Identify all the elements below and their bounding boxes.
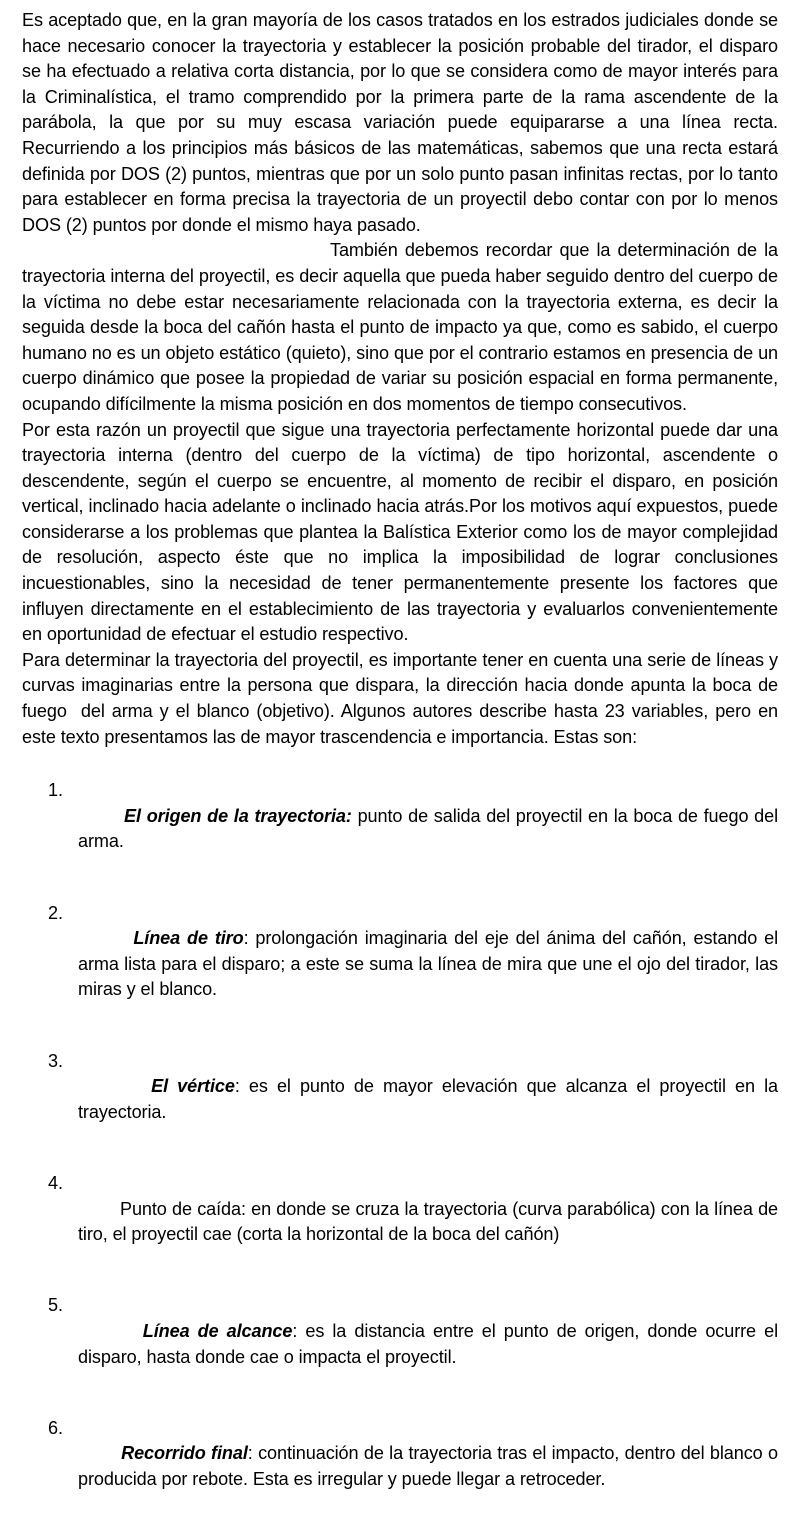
- document-body: [22, 8, 783, 1518]
- paragraph-3: Por esta razón un proyectil que sigue una trayectoria perfectamente horizontal puede dar una trayectoria interna (dentro del cuerpo de la víctima) de tipo horizontal, ascendente o descendente, según el cuerpo se encuentre, al momento de recibir el disparo, en posición vertical, inclinado hacia adelante o inclinado hacia atrás.Por los motivos aquí expuestos, puede considerarse a los problemas que plantea la Balística Exterior como los de mayor complejidad de resolución, aspecto éste que no implica la imposibilidad de lograr conclusiones incuestionables, sino la necesidad de tener permanentemente presente los factores que influyen directamente en el establecimiento de las trayectoria y evaluarlos convenientemente en oportunidad de efectuar el estudio respectivo.: [22, 419, 783, 645]
- list-item-number: 6.: [48, 1417, 63, 1438]
- list-item-number: 5.: [48, 1295, 63, 1316]
- list-item-description: Punto de caída: en donde se cruza la trayectoria (curva parabólica) con la línea de tiro, el proyectil cae (corta la horizontal de la boca del cañón): [78, 1198, 783, 1245]
- list-item-term: Línea de alcance: [142, 1320, 293, 1341]
- list-item: [22, 1049, 783, 1151]
- list-item-term: El origen de la trayectoria:: [124, 805, 352, 826]
- list-item-description: punto de salida del proyectil en la boca de fuego del arma.: [78, 805, 783, 852]
- list-item-number: 4.: [48, 1172, 63, 1193]
- list-item: [22, 778, 783, 880]
- list-item-number: 3.: [48, 1050, 63, 1071]
- list-item-description: : continuación de la trayectoria tras el impacto, dentro del blanco o producida por rebote. Esta es irregular y puede llegar a retroceder.: [78, 1443, 783, 1489]
- list-item: [22, 901, 783, 1029]
- trajectory-terms-list: [22, 778, 783, 1518]
- list-item-term: Recorrido final: [121, 1443, 248, 1464]
- list-item: [22, 1171, 783, 1273]
- list-item-description: : prolongación imaginaria del eje del ánima del cañón, estando el arma lista para el disparo; a este se suma la línea de mira que une el ojo del tirador, las miras y el blanco.: [78, 928, 783, 1000]
- list-item-number: 2.: [48, 902, 63, 923]
- list-item-description: : es el punto de mayor elevación que alcanza el proyectil en la trayectoria.: [78, 1076, 783, 1122]
- paragraph-1: Es aceptado que, en la gran mayoría de los casos tratados en los estrados judiciales donde se hace necesario conocer la trayectoria y establecer la posición probable del tirador, el disparo se ha efectuado a relativa corta distancia, por lo que se considera como de mayor interés para la Criminalística, el tramo comprendido por la primera parte de la rama ascendente de la parábola, la que por su muy escasa variación puede equipararse a una línea recta. Recurriendo a los principios más básicos de las matemáticas, sabemos que una recta estará definida por DOS (2) puntos, mientras que por un solo punto pasan infinitas rectas, por lo tanto para establecer en forma precisa la trayectoria de un proyectil debo contar con por lo menos DOS (2) puntos por donde el mismo haya pasado.: [22, 10, 783, 235]
- list-item-number: 1.: [48, 780, 63, 801]
- list-item-term: Línea de tiro: [133, 928, 244, 949]
- list-item-description: : es la distancia entre el punto de origen, donde ocurre el disparo, hasta donde cae o impacta el proyectil.: [78, 1320, 783, 1367]
- paragraph-2: También debemos recordar que la determinación de la trayectoria interna del proyectil, es decir aquella que pueda haber seguido dentro del cuerpo de la víctima no debe estar necesariamente relacionada con la trayectoria externa, es decir la seguida desde la boca del cañón hasta el punto de impacto ya que, como es sabido, el cuerpo humano no es un objeto estático (quieto), sino que por el contrario estamos en presencia de un cuerpo dinámico que posee la propiedad de variar su posición espacial en forma permanente, ocupando difícilmente la misma posición en dos momentos de tiempo consecutivos.: [22, 240, 783, 414]
- list-item-term: El vértice: [151, 1076, 235, 1097]
- list-item: [22, 1416, 783, 1518]
- list-item: [22, 1293, 783, 1395]
- paragraph-4-list-intro: Para determinar la trayectoria del proyectil, es importante tener en cuenta una serie de líneas y curvas imaginarias entre la persona que dispara, la dirección hacia donde apunta la boca de fuego del arma y el blanco (objetivo). Algunos autores describe hasta 23 variables, pero en este texto presentamos las de mayor trascendencia e importancia. Estas son:: [22, 649, 783, 747]
